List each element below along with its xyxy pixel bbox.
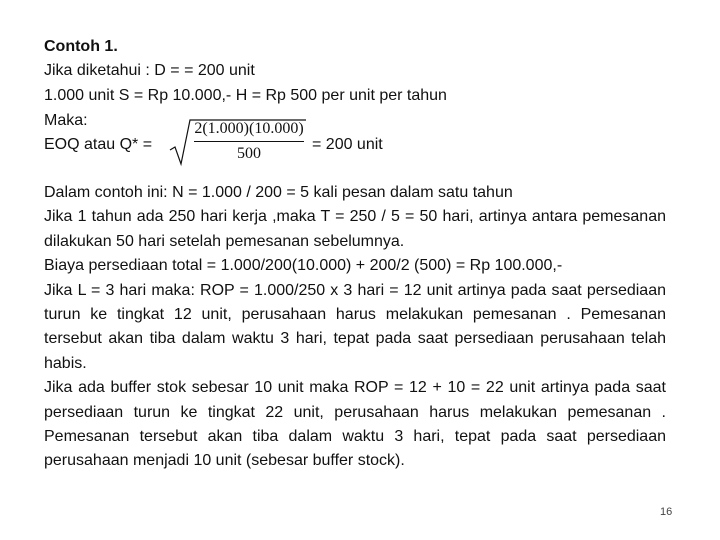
eoq-result: = 200 unit bbox=[312, 136, 383, 153]
maka-label: Maka: bbox=[44, 112, 88, 129]
explanation-text bbox=[44, 181, 666, 474]
fraction-bar bbox=[194, 141, 304, 142]
eoq-formula bbox=[168, 118, 308, 168]
paragraph-rop: Jika L = 3 hari maka: ROP = 1.000/250 x 3 hari = 12 unit artinya pada saat persediaan turun ke tingkat 12 unit, perusahaan harus melakukan pemesanan . Pemesanan tersebut akan tiba dalam waktu 3 hari, tepat pada saat persediaan perusahaan telah habis. bbox=[44, 281, 666, 372]
paragraph-interval: Jika 1 tahun ada 250 hari kerja ,maka T = 250 / 5 = 50 hari, artinya antara pemesanan dilakukan 50 hari setelah pemesanan sebelumnya. bbox=[44, 208, 666, 250]
paragraph-frequency: Dalam contoh ini: N = 1.000 / 200 = 5 kali pesan dalam satu tahun bbox=[44, 184, 513, 201]
slide-title: Contoh 1. bbox=[44, 38, 118, 55]
paragraph-buffer-stock: Jika ada buffer stok sebesar 10 unit maka ROP = 12 + 10 = 22 unit artinya pada saat persediaan turun ke tingkat 22 unit, perusahaan harus melakukan pemesanan . Pemesanan tersebut akan tiba dalam waktu 3 hari, tepat pada saat persediaan perusahaan menjadi 10 unit (sebesar buffer stock). bbox=[44, 379, 666, 470]
params-line: 1.000 unit S = Rp 10.000,- H = Rp 500 per unit per tahun bbox=[44, 87, 447, 104]
page-number: 16 bbox=[660, 506, 673, 518]
paragraph-total-cost: Biaya persediaan total = 1.000/200(10.000) + 200/2 (500) = Rp 100.000,- bbox=[44, 257, 563, 275]
formula-numerator: 2(1.000)(10.000) bbox=[194, 120, 304, 137]
formula-denominator: 500 bbox=[237, 145, 261, 162]
given-line: Jika diketahui : D = = 200 unit bbox=[44, 62, 255, 79]
eoq-label: EOQ atau Q* = bbox=[44, 136, 153, 153]
